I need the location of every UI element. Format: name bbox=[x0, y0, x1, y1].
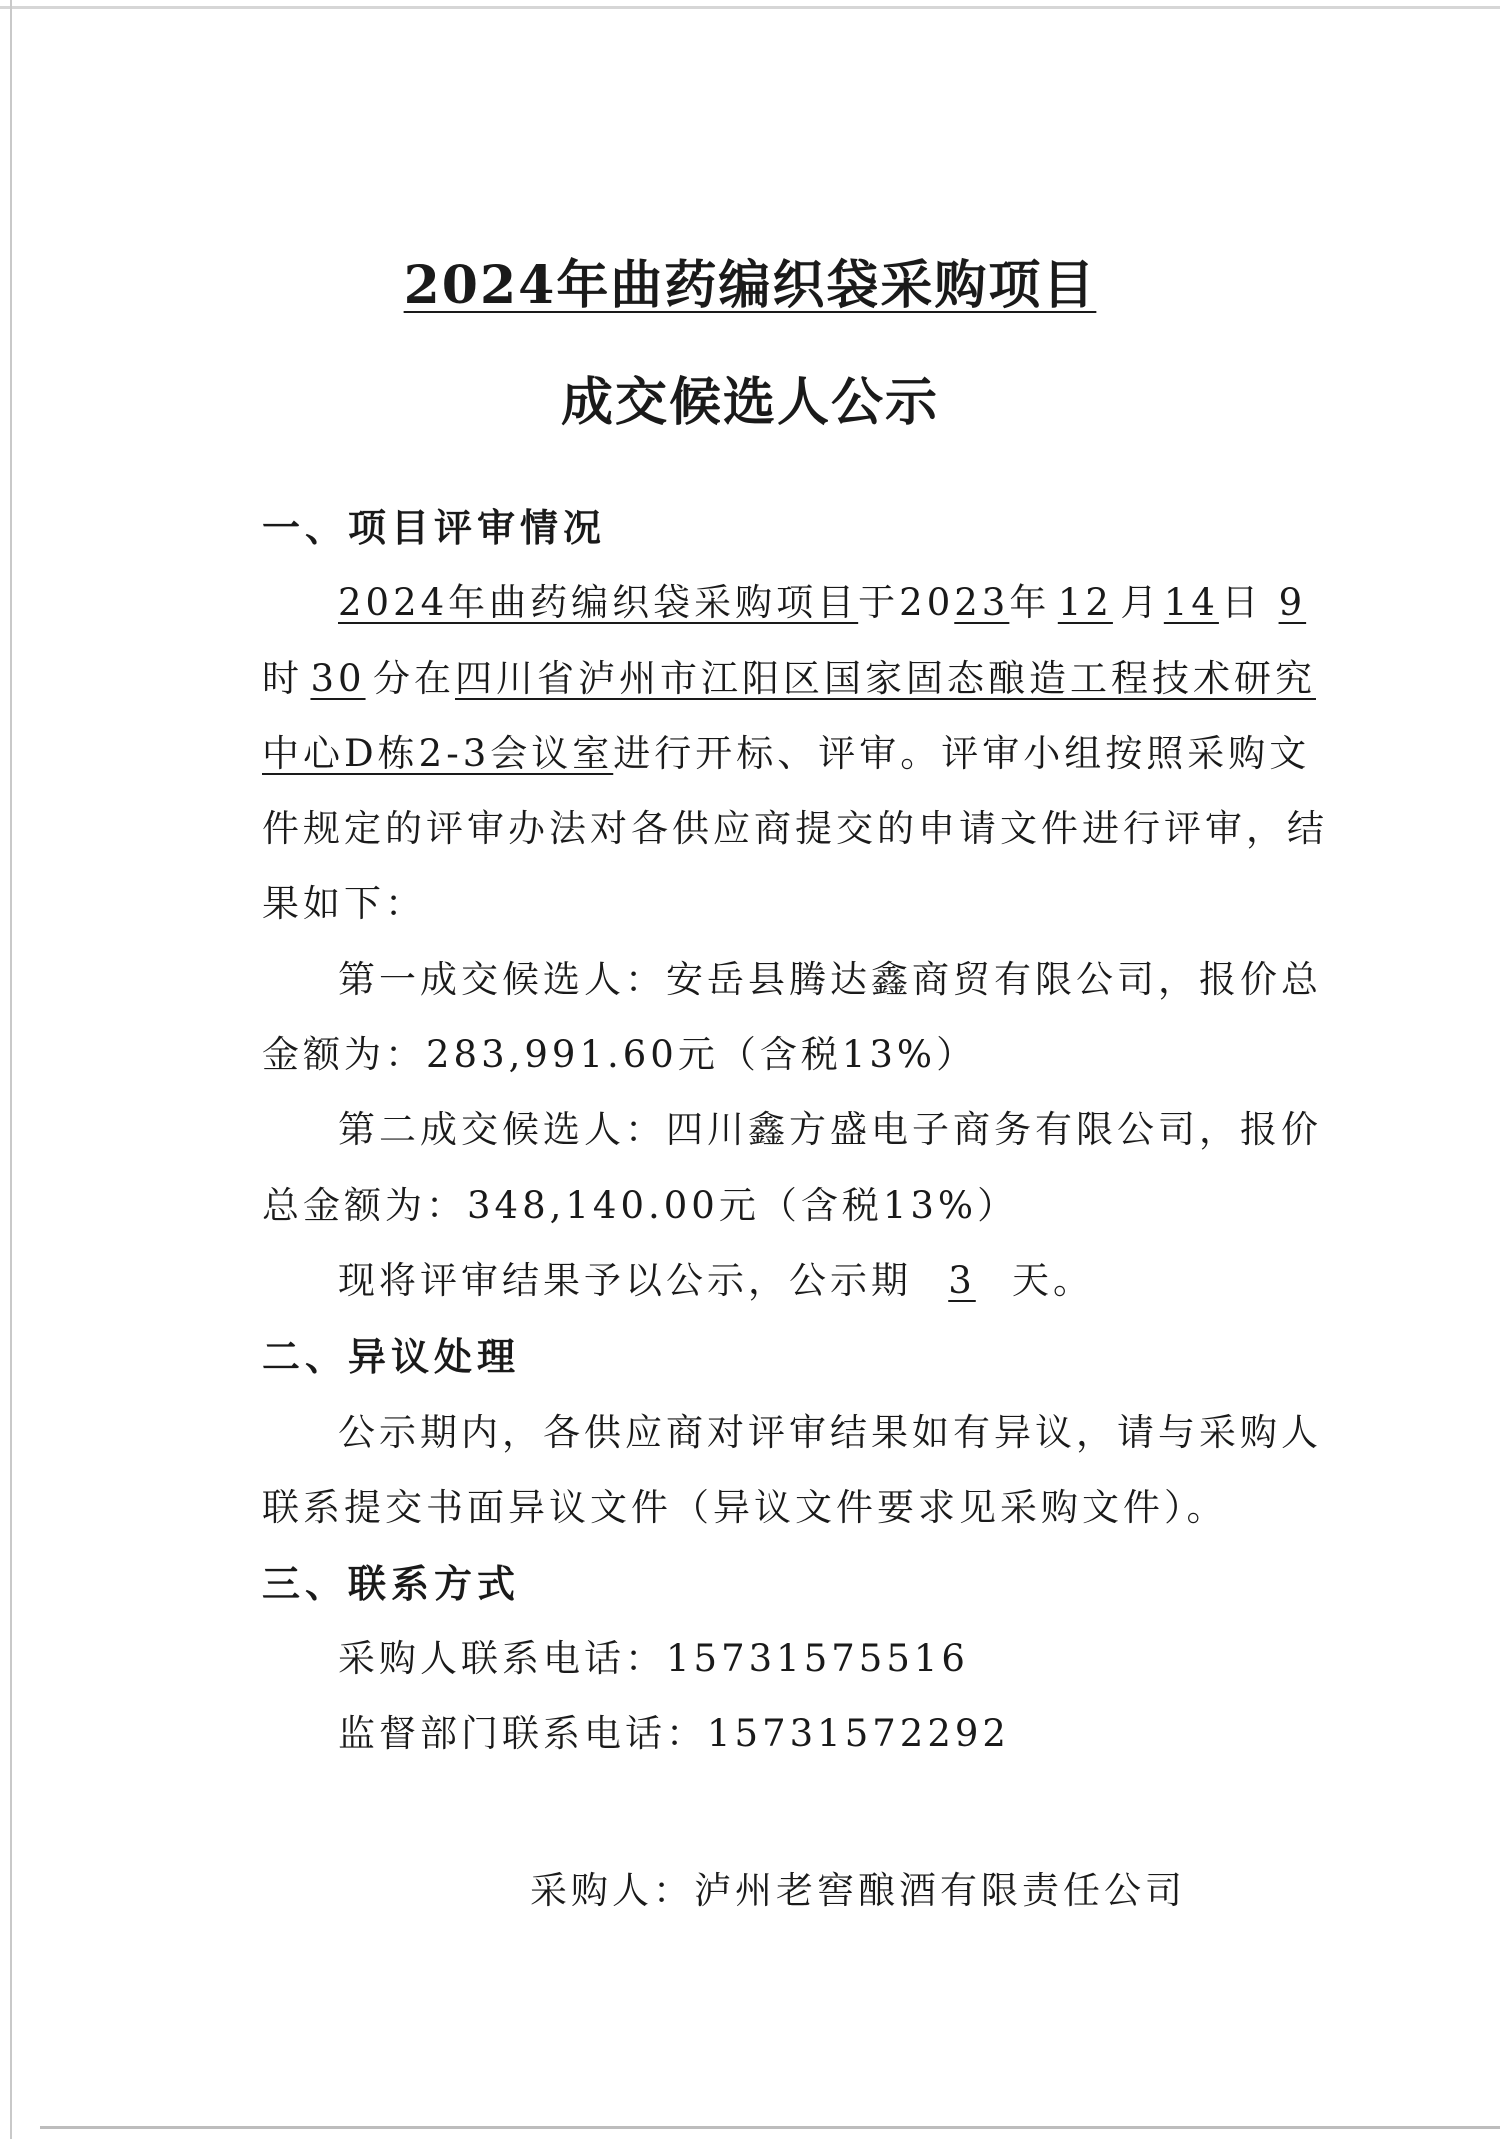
section1-p1-line1 bbox=[338, 572, 1322, 626]
section2-line1: 公示期内，各供应商对评审结果如有异议，请与采购人 bbox=[338, 1411, 1322, 1454]
signature-line bbox=[530, 1860, 1186, 1914]
section1-p1-line4: 件规定的评审办法对各供应商提交的申请文件进行评审，结 bbox=[262, 807, 1328, 850]
purchaser-phone-label: 采购人联系电话： bbox=[338, 1637, 666, 1680]
candidate2-line2: 总金额为：348,140.00元（含税13%） bbox=[262, 1184, 1019, 1227]
project-name-underlined: 2024年曲药编织袋采购项目 bbox=[338, 581, 859, 624]
section2-heading: 二、异议处理 bbox=[262, 1334, 521, 1379]
hour-label: 时 bbox=[262, 657, 303, 700]
candidate1-line1: 第一成交候选人：安岳县腾达鑫商贸有限公司，报价总 bbox=[338, 958, 1322, 1001]
publicity-days: 3 bbox=[948, 1259, 976, 1302]
publicity-text: 现将评审结果予以公示，公示期 bbox=[338, 1259, 912, 1302]
supervisor-phone-label: 监督部门联系电话： bbox=[338, 1712, 707, 1755]
section1-p1-line2 bbox=[262, 648, 1316, 702]
section3-heading: 三、联系方式 bbox=[262, 1561, 521, 1606]
document-title-project-name: 2024年曲药编织袋采购项目 bbox=[403, 255, 1097, 316]
candidate1-line2: 金额为：283,991.60元（含税13%） bbox=[262, 1033, 978, 1076]
location-line2: 中心D栋2-3会议室 bbox=[262, 732, 614, 775]
scan-edge-left bbox=[10, 0, 12, 2139]
section1-heading: 一、项目评审情况 bbox=[262, 505, 607, 550]
year-label: 年 bbox=[1009, 581, 1051, 624]
year-suffix: 23 bbox=[954, 581, 1010, 624]
text-yu: 于20 bbox=[858, 581, 955, 624]
day-label: 日 bbox=[1221, 581, 1263, 624]
minute-value: 30 bbox=[310, 657, 366, 700]
candidate2-line1: 第二成交候选人：四川鑫方盛电子商务有限公司，报价 bbox=[338, 1108, 1322, 1151]
day-value: 14 bbox=[1163, 581, 1219, 624]
signature-label: 采购人： bbox=[530, 1869, 694, 1912]
publicity-days-label: 天。 bbox=[1012, 1259, 1094, 1302]
month-label: 月 bbox=[1120, 581, 1162, 624]
scan-edge-bottom bbox=[40, 2126, 1500, 2129]
signature-company: 泸州老窖酿酒有限责任公司 bbox=[694, 1869, 1186, 1912]
text-evaluation: 进行开标、评审。评审小组按照采购文 bbox=[613, 732, 1311, 775]
location-line1: 四川省泸州市江阳区国家固态酿造工程技术研究 bbox=[455, 657, 1316, 700]
purchaser-phone-line bbox=[338, 1628, 969, 1682]
supervisor-phone: 15731572292 bbox=[707, 1712, 1010, 1755]
publicity-line bbox=[338, 1250, 1094, 1304]
document-title-line1 bbox=[0, 243, 1500, 318]
minute-label: 分在 bbox=[373, 657, 455, 700]
section1-p1-line5: 果如下： bbox=[262, 882, 426, 925]
document-title-line2: 成交候选人公示 bbox=[560, 372, 939, 433]
section1-p1-line3 bbox=[262, 723, 1310, 777]
month-value: 12 bbox=[1057, 581, 1113, 624]
purchaser-phone: 15731575516 bbox=[666, 1637, 969, 1680]
scan-edge-top bbox=[0, 6, 1500, 9]
supervisor-phone-line bbox=[338, 1703, 1010, 1757]
hour-value: 9 bbox=[1278, 581, 1307, 624]
section2-line2: 联系提交书面异议文件（异议文件要求见采购文件）。 bbox=[262, 1486, 1228, 1529]
